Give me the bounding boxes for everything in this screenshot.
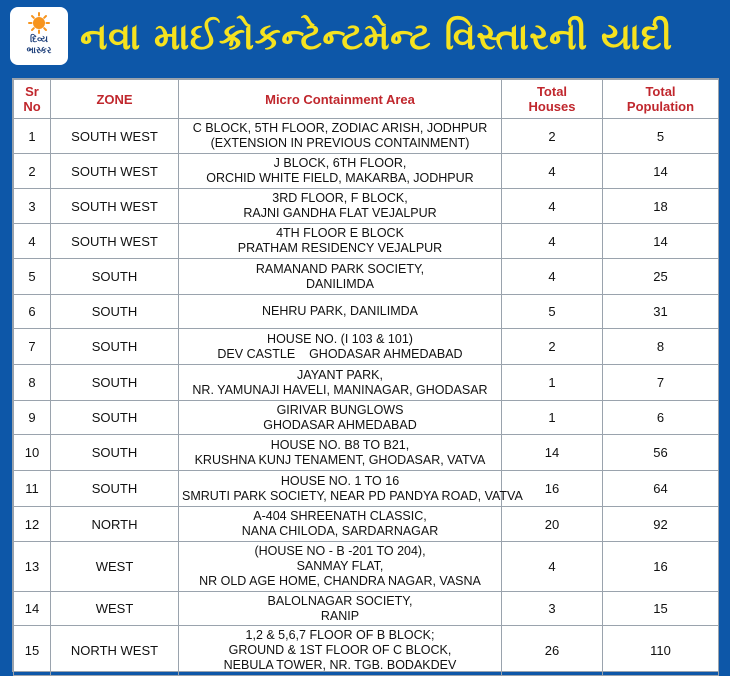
area-line: C BLOCK, 5TH FLOOR, ZODIAC ARISH, JODHPUR [192,121,488,135]
table-row [14,507,719,542]
cell-total-houses: 4 [502,154,603,189]
area-line: DANILIMDA [305,276,375,291]
area-line: NR. YAMUNAJI HAVELI, MANINAGAR, GHODASAR [192,382,488,397]
cell-area [179,189,502,224]
cell-area [179,592,502,626]
cell-total-population: 6 [603,401,719,435]
cell-total-population: 18 [603,189,719,224]
table-row [14,626,719,676]
cell-total-population: 25 [603,259,719,295]
cell-zone: SOUTH [51,401,179,435]
table-header-row [14,80,719,119]
area-line: SANMAY FLAT, [296,559,384,573]
cell-area [179,507,502,542]
cell-total-population: 14 [603,154,719,189]
area-line: NANA CHILODA, SARDARNAGAR [241,524,439,538]
area-line: HOUSE NO. 1 TO 16 [280,473,400,488]
cell-zone: SOUTH [51,365,179,401]
cell-total-houses: 1 [502,365,603,401]
logo-line-2: ભાસ્કર [26,46,52,56]
header [0,0,730,74]
area-line: (EXTENSION IN PREVIOUS CONTAINMENT) [210,136,470,150]
area-line: NEHRU PARK, DANILIMDA [261,304,419,318]
table-row [14,224,719,259]
cell-total-population: 31 [603,295,719,329]
cell-total-houses: 2 [502,119,603,154]
cell-zone: WEST [51,542,179,592]
area-line: (HOUSE NO - B -201 TO 204), [254,544,426,558]
cell-sr-no: 13 [14,542,51,592]
cell-sr-no: 7 [14,329,51,365]
area-line: DEV CASTLE GHODASAR AHMEDABAD [217,346,463,361]
cell-total-houses: 20 [502,507,603,542]
area-line: A-404 SHREENATH CLASSIC, [253,509,427,523]
containment-table-wrapper [12,78,719,672]
cell-total-houses: 26 [502,626,603,676]
cell-total-population: 92 [603,507,719,542]
area-line: BALOLNAGAR SOCIETY, [267,593,413,608]
cell-area [179,435,502,471]
col-header-sr-no: Sr No [14,80,51,119]
cell-sr-no: 11 [14,471,51,507]
cell-total-population: 110 [603,626,719,676]
area-line: PRATHAM RESIDENCY VEJALPUR [237,241,443,255]
cell-area [179,224,502,259]
cell-total-population: 15 [603,592,719,626]
area-line: HOUSE NO. B8 TO B21, [270,437,410,452]
cell-area [179,329,502,365]
cell-total-houses: 4 [502,542,603,592]
table-row [14,592,719,626]
cell-total-houses: 2 [502,329,603,365]
table-row [14,471,719,507]
area-line: 4TH FLOOR E BLOCK [276,226,404,240]
divya-bhaskar-logo [10,7,68,65]
cell-zone: SOUTH WEST [51,119,179,154]
cell-sr-no: 9 [14,401,51,435]
cell-area [179,154,502,189]
cell-area [179,401,502,435]
table-row [14,119,719,154]
area-line: KRUSHNA KUNJ TENAMENT, GHODASAR, VATVA [194,452,486,467]
table-row [14,435,719,471]
col-header-total-houses: Total Houses [502,80,603,119]
table-row [14,329,719,365]
sun-icon [28,12,50,34]
cell-area [179,471,523,507]
cell-sr-no: 1 [14,119,51,154]
cell-sr-no: 12 [14,507,51,542]
col-header-zone: ZONE [51,80,179,119]
cell-sr-no: 14 [14,592,51,626]
area-line: NEBULA TOWER, NR. TGB. BODAKDEV [223,658,457,672]
table-row [14,295,719,329]
cell-sr-no: 8 [14,365,51,401]
area-line: HOUSE NO. (I 103 & 101) [267,331,413,346]
table-row [14,259,719,295]
cell-area [179,259,502,295]
table-row [14,542,719,592]
cell-sr-no: 2 [14,154,51,189]
cell-sr-no: 3 [14,189,51,224]
cell-total-houses: 4 [502,224,603,259]
area-line: GHODASAR AHMEDABAD [263,417,417,432]
area-line: RAMANAND PARK SOCIETY, [255,261,425,276]
cell-sr-no: 15 [14,626,51,676]
cell-total-population: 7 [603,365,719,401]
cell-total-population: 16 [603,542,719,592]
col-header-total-population: Total Population [603,80,719,119]
cell-zone: WEST [51,592,179,626]
cell-total-houses: 16 [502,471,603,507]
cell-total-population: 14 [603,224,719,259]
cell-total-population: 56 [603,435,719,471]
cell-sr-no: 10 [14,435,51,471]
area-line: 1,2 & 5,6,7 FLOOR OF B BLOCK; [245,628,435,642]
cell-total-population: 5 [603,119,719,154]
cell-zone: NORTH [51,507,179,542]
logo-line-1: દિવ્ય [30,35,48,45]
cell-zone: SOUTH [51,259,179,295]
cell-sr-no: 6 [14,295,51,329]
cell-area [179,119,502,154]
cell-zone: SOUTH WEST [51,224,179,259]
cell-zone: SOUTH WEST [51,154,179,189]
cell-total-houses: 14 [502,435,603,471]
area-line: RANIP [320,608,360,623]
area-line: ORCHID WHITE FIELD, MAKARBA, JODHPUR [206,171,474,185]
cell-zone: NORTH WEST [51,626,179,676]
area-line: GROUND & 1ST FLOOR OF C BLOCK, [228,643,452,657]
cell-zone: SOUTH [51,435,179,471]
cell-zone: SOUTH [51,295,179,329]
area-line: J BLOCK, 6TH FLOOR, [273,156,407,170]
cell-sr-no: 5 [14,259,51,295]
table-row [14,365,719,401]
cell-total-houses: 4 [502,189,603,224]
cell-total-houses: 3 [502,592,603,626]
area-line: NR OLD AGE HOME, CHANDRA NAGAR, VASNA [199,574,481,588]
area-line: JAYANT PARK, [297,367,383,382]
area-line: GIRIVAR BUNGLOWS [276,402,404,417]
area-line: SMRUTI PARK SOCIETY, NEAR PD PANDYA ROAD, VATVA [182,488,523,503]
cell-sr-no: 4 [14,224,51,259]
table-row [14,154,719,189]
cell-total-houses: 4 [502,259,603,295]
table-row [14,189,719,224]
area-line: 3RD FLOOR, F BLOCK, [272,191,408,205]
cell-zone: SOUTH [51,471,179,507]
cell-area [179,542,502,592]
cell-area [179,365,502,401]
cell-total-houses: 5 [502,295,603,329]
area-line: RAJNI GANDHA FLAT VEJALPUR [243,206,437,220]
cell-zone: SOUTH WEST [51,189,179,224]
cell-total-population: 8 [603,329,719,365]
page-title: નવા માઈક્રોકન્ટેન્ટમેન્ટ વિસ્તારની યાદી [80,15,673,58]
cell-total-houses: 1 [502,401,603,435]
containment-table [13,79,719,676]
cell-area [179,295,502,329]
cell-area [179,626,502,676]
cell-zone: SOUTH [51,329,179,365]
table-body [14,119,719,676]
table-row [14,401,719,435]
col-header-area: Micro Containment Area [179,80,502,119]
cell-total-population: 64 [603,471,719,507]
